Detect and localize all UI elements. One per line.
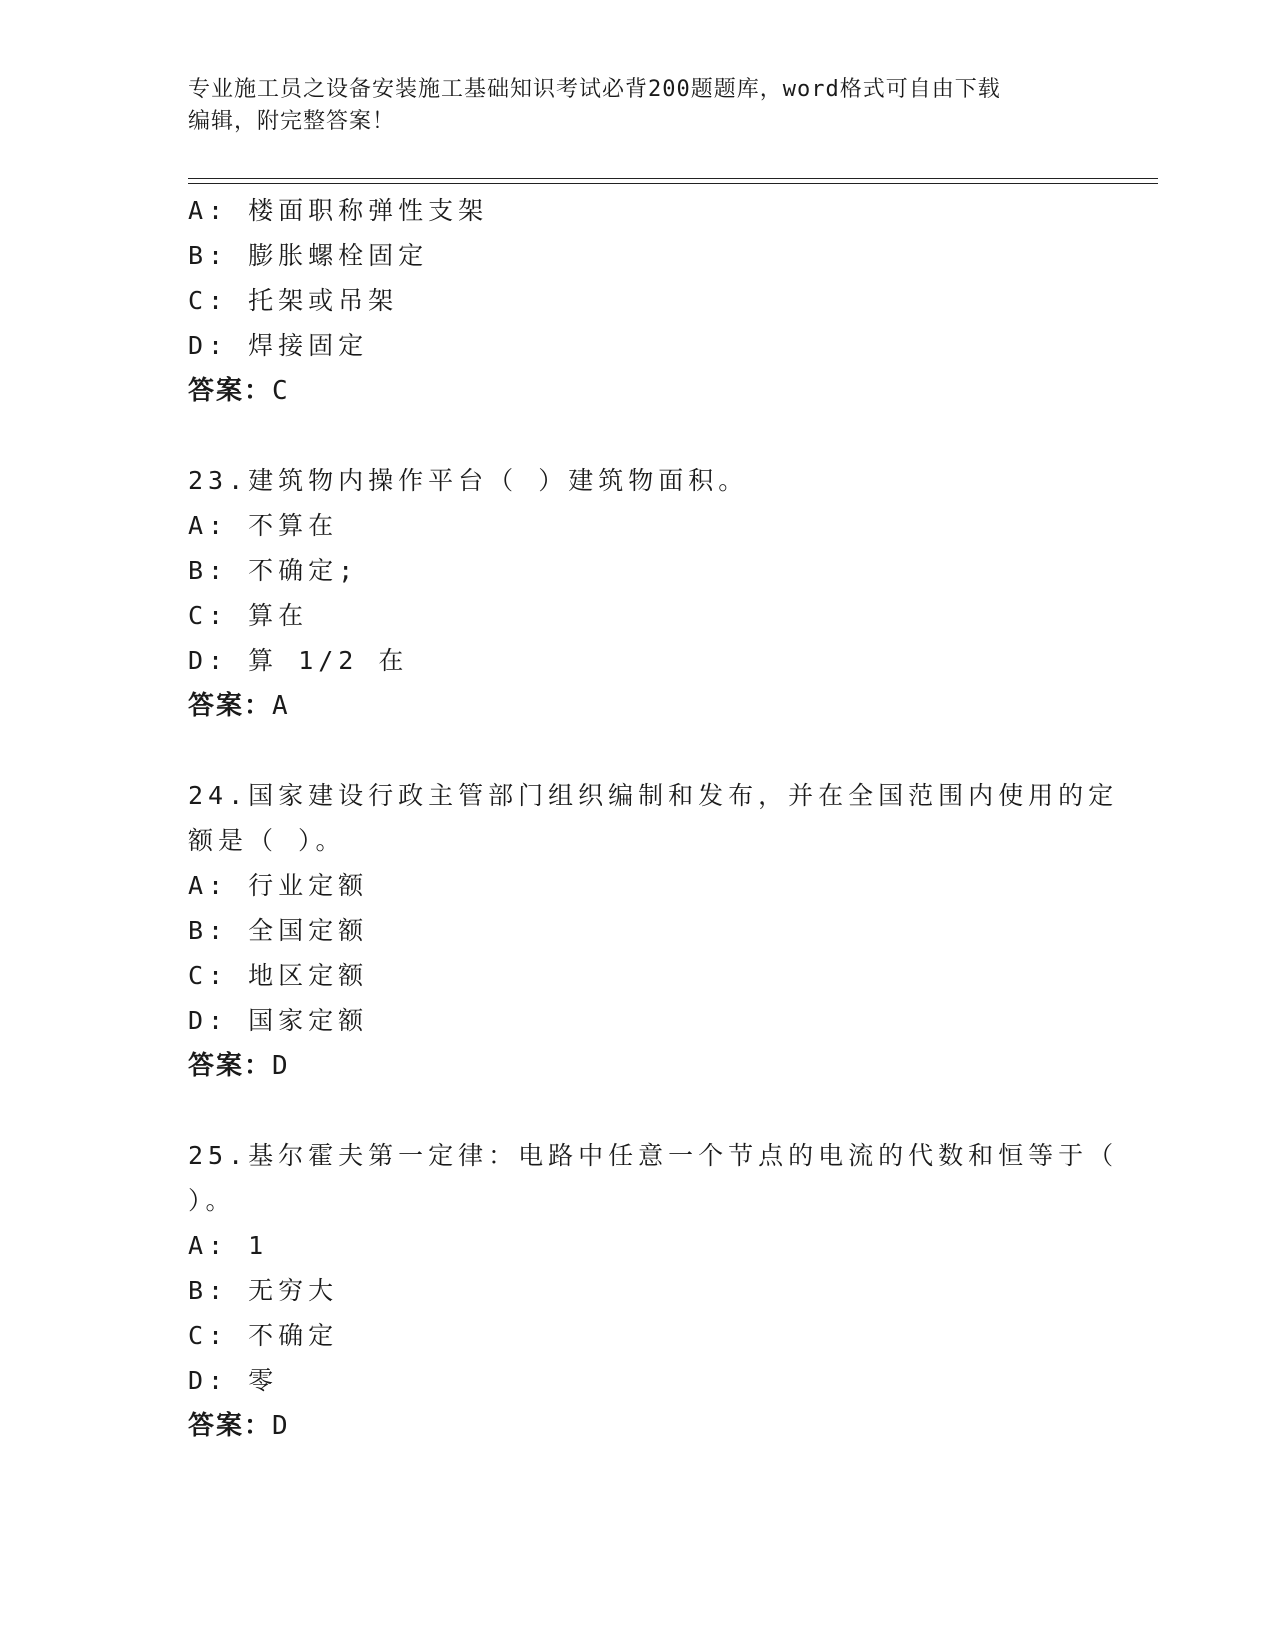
q24-answer-value: D [272,1051,290,1081]
q25-option-d: D: 零 [188,1366,279,1395]
q23-option-a: A: 不算在 [188,511,339,540]
q23-option-d: D: 算 1/2 在 [188,646,409,675]
q22-option-c: C: 托架或吊架 [188,286,399,315]
q25-option-c: C: 不确定 [188,1321,339,1350]
document-header [188,74,1088,138]
q23-option-c: C: 算在 [188,601,309,630]
header-line-2: 编辑，附完整答案！ [188,109,396,134]
q23-answer [188,689,290,723]
q25-answer-value: D [272,1411,290,1441]
q22-answer [188,374,290,408]
q22-answer-value: C [272,376,290,406]
q24-option-b: B: 全国定额 [188,916,369,945]
q23-answer-label: 答案： [188,691,273,721]
q24-option-c: C: 地区定额 [188,961,369,990]
q22-option-b: B: 膨胀螺栓固定 [188,241,429,270]
q24-option-a: A: 行业定额 [188,871,369,900]
q24-option-d: D: 国家定额 [188,1006,369,1035]
header-divider-bottom [188,183,1158,184]
q22-option-a: A: 楼面职称弹性支架 [188,196,489,225]
q23-option-b: B: 不确定; [188,556,359,585]
q24-answer [188,1049,290,1083]
header-line-1: 专业施工员之设备安装施工基础知识考试必背200题题库，word格式可自由下载 [188,77,1001,102]
q24-stem-line-1: 24.国家建设行政主管部门组织编制和发布，并在全国范围内使用的定 [188,781,1119,810]
q25-stem-line-2: ）。 [188,1186,236,1215]
q25-stem-line-1: 25.基尔霍夫第一定律：电路中任意一个节点的电流的代数和恒等于（ [188,1141,1119,1170]
q24-answer-label: 答案： [188,1051,273,1081]
q22-option-d: D: 焊接固定 [188,331,369,360]
q24-stem-line-2: 额是（ ）。 [188,826,346,855]
q25-option-a: A: 1 [188,1231,269,1260]
q23-answer-value: A [272,691,290,721]
q25-answer-label: 答案： [188,1411,273,1441]
q25-option-b: B: 无穷大 [188,1276,339,1305]
header-divider-top [188,178,1158,179]
q25-answer [188,1409,290,1443]
q23-stem: 23.建筑物内操作平台（ ）建筑物面积。 [188,466,749,495]
q22-answer-label: 答案： [188,376,273,406]
